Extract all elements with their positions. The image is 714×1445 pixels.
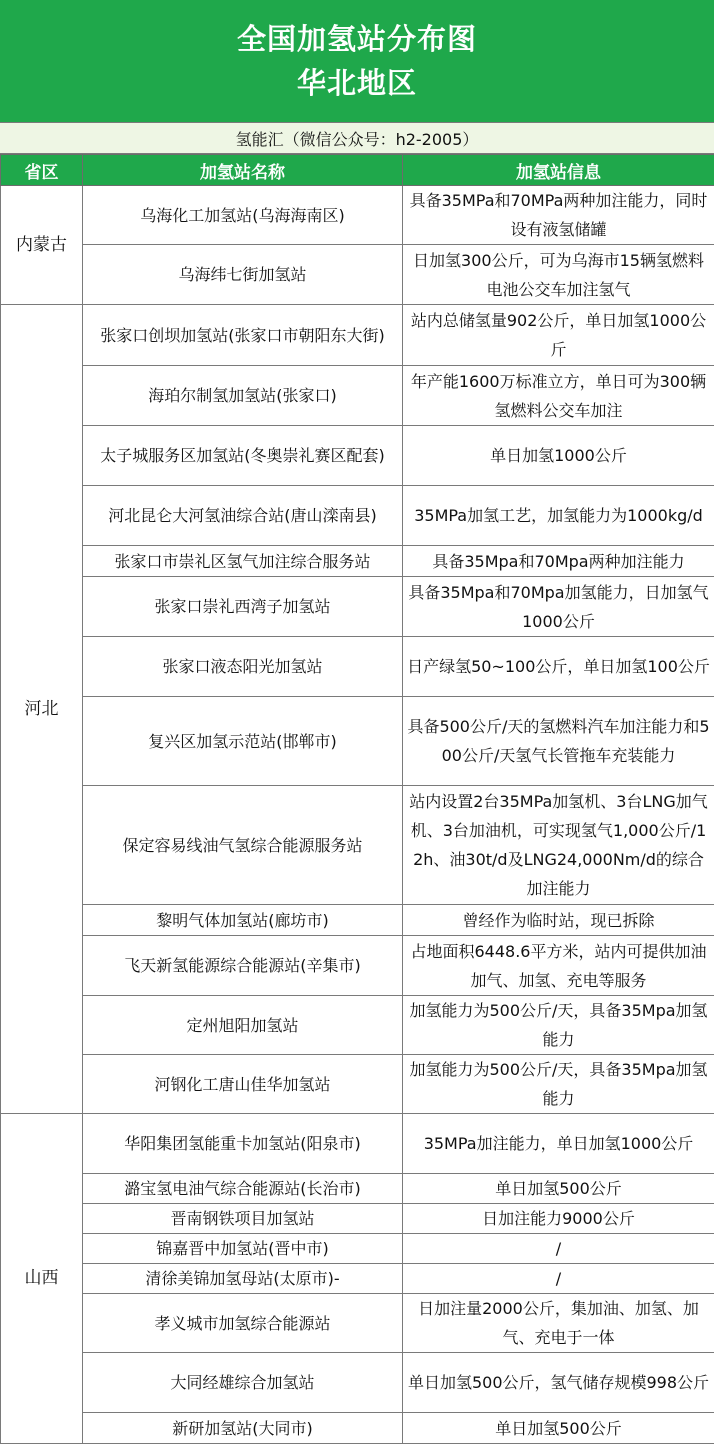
station-name-cell: 乌海化工加氢站(乌海海南区) <box>83 186 403 245</box>
station-name-cell: 太子城服务区加氢站(冬奥崇礼赛区配套) <box>83 426 403 486</box>
station-info-cell: / <box>403 1264 714 1294</box>
province-cell: 内蒙古 <box>1 186 83 305</box>
table-row <box>1 905 714 936</box>
table-row <box>1 1353 714 1413</box>
station-name-cell: 大同经雄综合加氢站 <box>83 1353 403 1413</box>
table-row <box>1 1264 714 1294</box>
station-info-cell: 35MPa加氢工艺，加氢能力为1000kg/d <box>403 486 714 546</box>
station-info-cell: 日加注能力9000公斤 <box>403 1204 714 1234</box>
table-row <box>1 697 714 786</box>
station-name-cell: 飞天新氢能源综合能源站(辛集市) <box>83 936 403 996</box>
station-name-cell: 张家口创坝加氢站(张家口市朝阳东大街) <box>83 305 403 366</box>
station-name-cell: 张家口市崇礼区氢气加注综合服务站 <box>83 546 403 577</box>
station-info-cell: 单日加氢1000公斤 <box>403 426 714 486</box>
station-name-cell: 黎明气体加氢站(廊坊市) <box>83 905 403 936</box>
station-info-cell: 站内设置2台35MPa加氢机、3台LNG加气机、3台加油机，可实现氢气1,000公斤/12h、油30t/d及LNG24,000Nm/d的综合加注能力 <box>403 786 714 905</box>
page-subtitle: 华北地区 <box>296 66 417 100</box>
table-header-row <box>1 155 714 186</box>
station-info-cell: / <box>403 1234 714 1264</box>
station-info-cell: 年产能1600万标准立方，单日可为300辆氢燃料公交车加注 <box>403 366 714 426</box>
table-row <box>1 426 714 486</box>
station-info-cell: 曾经作为临时站，现已拆除 <box>403 905 714 936</box>
station-name-cell: 河钢化工唐山佳华加氢站 <box>83 1055 403 1114</box>
table-row <box>1 996 714 1055</box>
station-name-cell: 保定容易线油气氢综合能源服务站 <box>83 786 403 905</box>
table-row <box>1 936 714 996</box>
station-name-cell: 定州旭阳加氢站 <box>83 996 403 1055</box>
station-info-cell: 单日加氢500公斤 <box>403 1413 714 1444</box>
table-row <box>1 577 714 637</box>
province-cell: 河北 <box>1 305 83 1114</box>
station-name-cell: 复兴区加氢示范站(邯郸市) <box>83 697 403 786</box>
title-banner <box>0 0 714 123</box>
station-name-cell: 华阳集团氢能重卡加氢站(阳泉市) <box>83 1114 403 1174</box>
station-info-cell: 占地面积6448.6平方米，站内可提供加油加气、加氢、充电等服务 <box>403 936 714 996</box>
table-row <box>1 786 714 905</box>
station-info-cell: 具备35Mpa和70Mpa加氢能力，日加氢气1000公斤 <box>403 577 714 637</box>
station-info-cell: 35MPa加注能力，单日加氢1000公斤 <box>403 1114 714 1174</box>
table-row <box>1 637 714 697</box>
station-info-cell: 日加注量2000公斤，集加油、加氢、加气、充电于一体 <box>403 1294 714 1353</box>
station-name-cell: 潞宝氢电油气综合能源站(长治市) <box>83 1174 403 1204</box>
station-name-cell: 张家口崇礼西湾子加氢站 <box>83 577 403 637</box>
header-province: 省区 <box>1 155 83 186</box>
header-station-name: 加氢站名称 <box>83 155 403 186</box>
station-info-cell: 单日加氢500公斤 <box>403 1174 714 1204</box>
table-row <box>1 245 714 305</box>
table-row <box>1 1055 714 1114</box>
table-row <box>1 1174 714 1204</box>
station-name-cell: 乌海纬七街加氢站 <box>83 245 403 305</box>
station-name-cell: 张家口液态阳光加氢站 <box>83 637 403 697</box>
station-info-cell: 具备500公斤/天的氢燃料汽车加注能力和500公斤/天氢气长管拖车充装能力 <box>403 697 714 786</box>
source-line: 氢能汇（微信公众号：h2-2005） <box>0 123 714 154</box>
station-info-cell: 日产绿氢50~100公斤，单日加氢100公斤 <box>403 637 714 697</box>
table-row <box>1 1204 714 1234</box>
station-info-cell: 具备35MPa和70MPa两种加注能力，同时设有液氢储罐 <box>403 186 714 245</box>
page-title: 全国加氢站分布图 <box>236 22 477 56</box>
table-body <box>1 186 714 1444</box>
station-name-cell: 河北昆仑大河氢油综合站(唐山滦南县) <box>83 486 403 546</box>
table-row <box>1 1234 714 1264</box>
station-name-cell: 海珀尔制氢加氢站(张家口) <box>83 366 403 426</box>
station-info-cell: 单日加氢500公斤，氢气储存规模998公斤 <box>403 1353 714 1413</box>
station-name-cell: 清徐美锦加氢母站(太原市)- <box>83 1264 403 1294</box>
header-station-info: 加氢站信息 <box>403 155 714 186</box>
table-row <box>1 1413 714 1444</box>
province-cell: 山西 <box>1 1114 83 1444</box>
station-info-cell: 日加氢300公斤，可为乌海市15辆氢燃料电池公交车加注氢气 <box>403 245 714 305</box>
table-row <box>1 546 714 577</box>
table-row <box>1 186 714 245</box>
station-name-cell: 孝义城市加氢综合能源站 <box>83 1294 403 1353</box>
table-row <box>1 366 714 426</box>
station-table <box>0 154 714 1444</box>
station-info-cell: 具备35Mpa和70Mpa两种加注能力 <box>403 546 714 577</box>
station-info-cell: 站内总储氢量902公斤，单日加氢1000公斤 <box>403 305 714 366</box>
station-name-cell: 晋南钢铁项目加氢站 <box>83 1204 403 1234</box>
station-name-cell: 锦嘉晋中加氢站(晋中市) <box>83 1234 403 1264</box>
station-name-cell: 新研加氢站(大同市) <box>83 1413 403 1444</box>
table-row <box>1 1294 714 1353</box>
table-row <box>1 1114 714 1174</box>
table-row <box>1 486 714 546</box>
table-row <box>1 305 714 366</box>
station-info-cell: 加氢能力为500公斤/天，具备35Mpa加氢能力 <box>403 1055 714 1114</box>
station-info-cell: 加氢能力为500公斤/天，具备35Mpa加氢能力 <box>403 996 714 1055</box>
